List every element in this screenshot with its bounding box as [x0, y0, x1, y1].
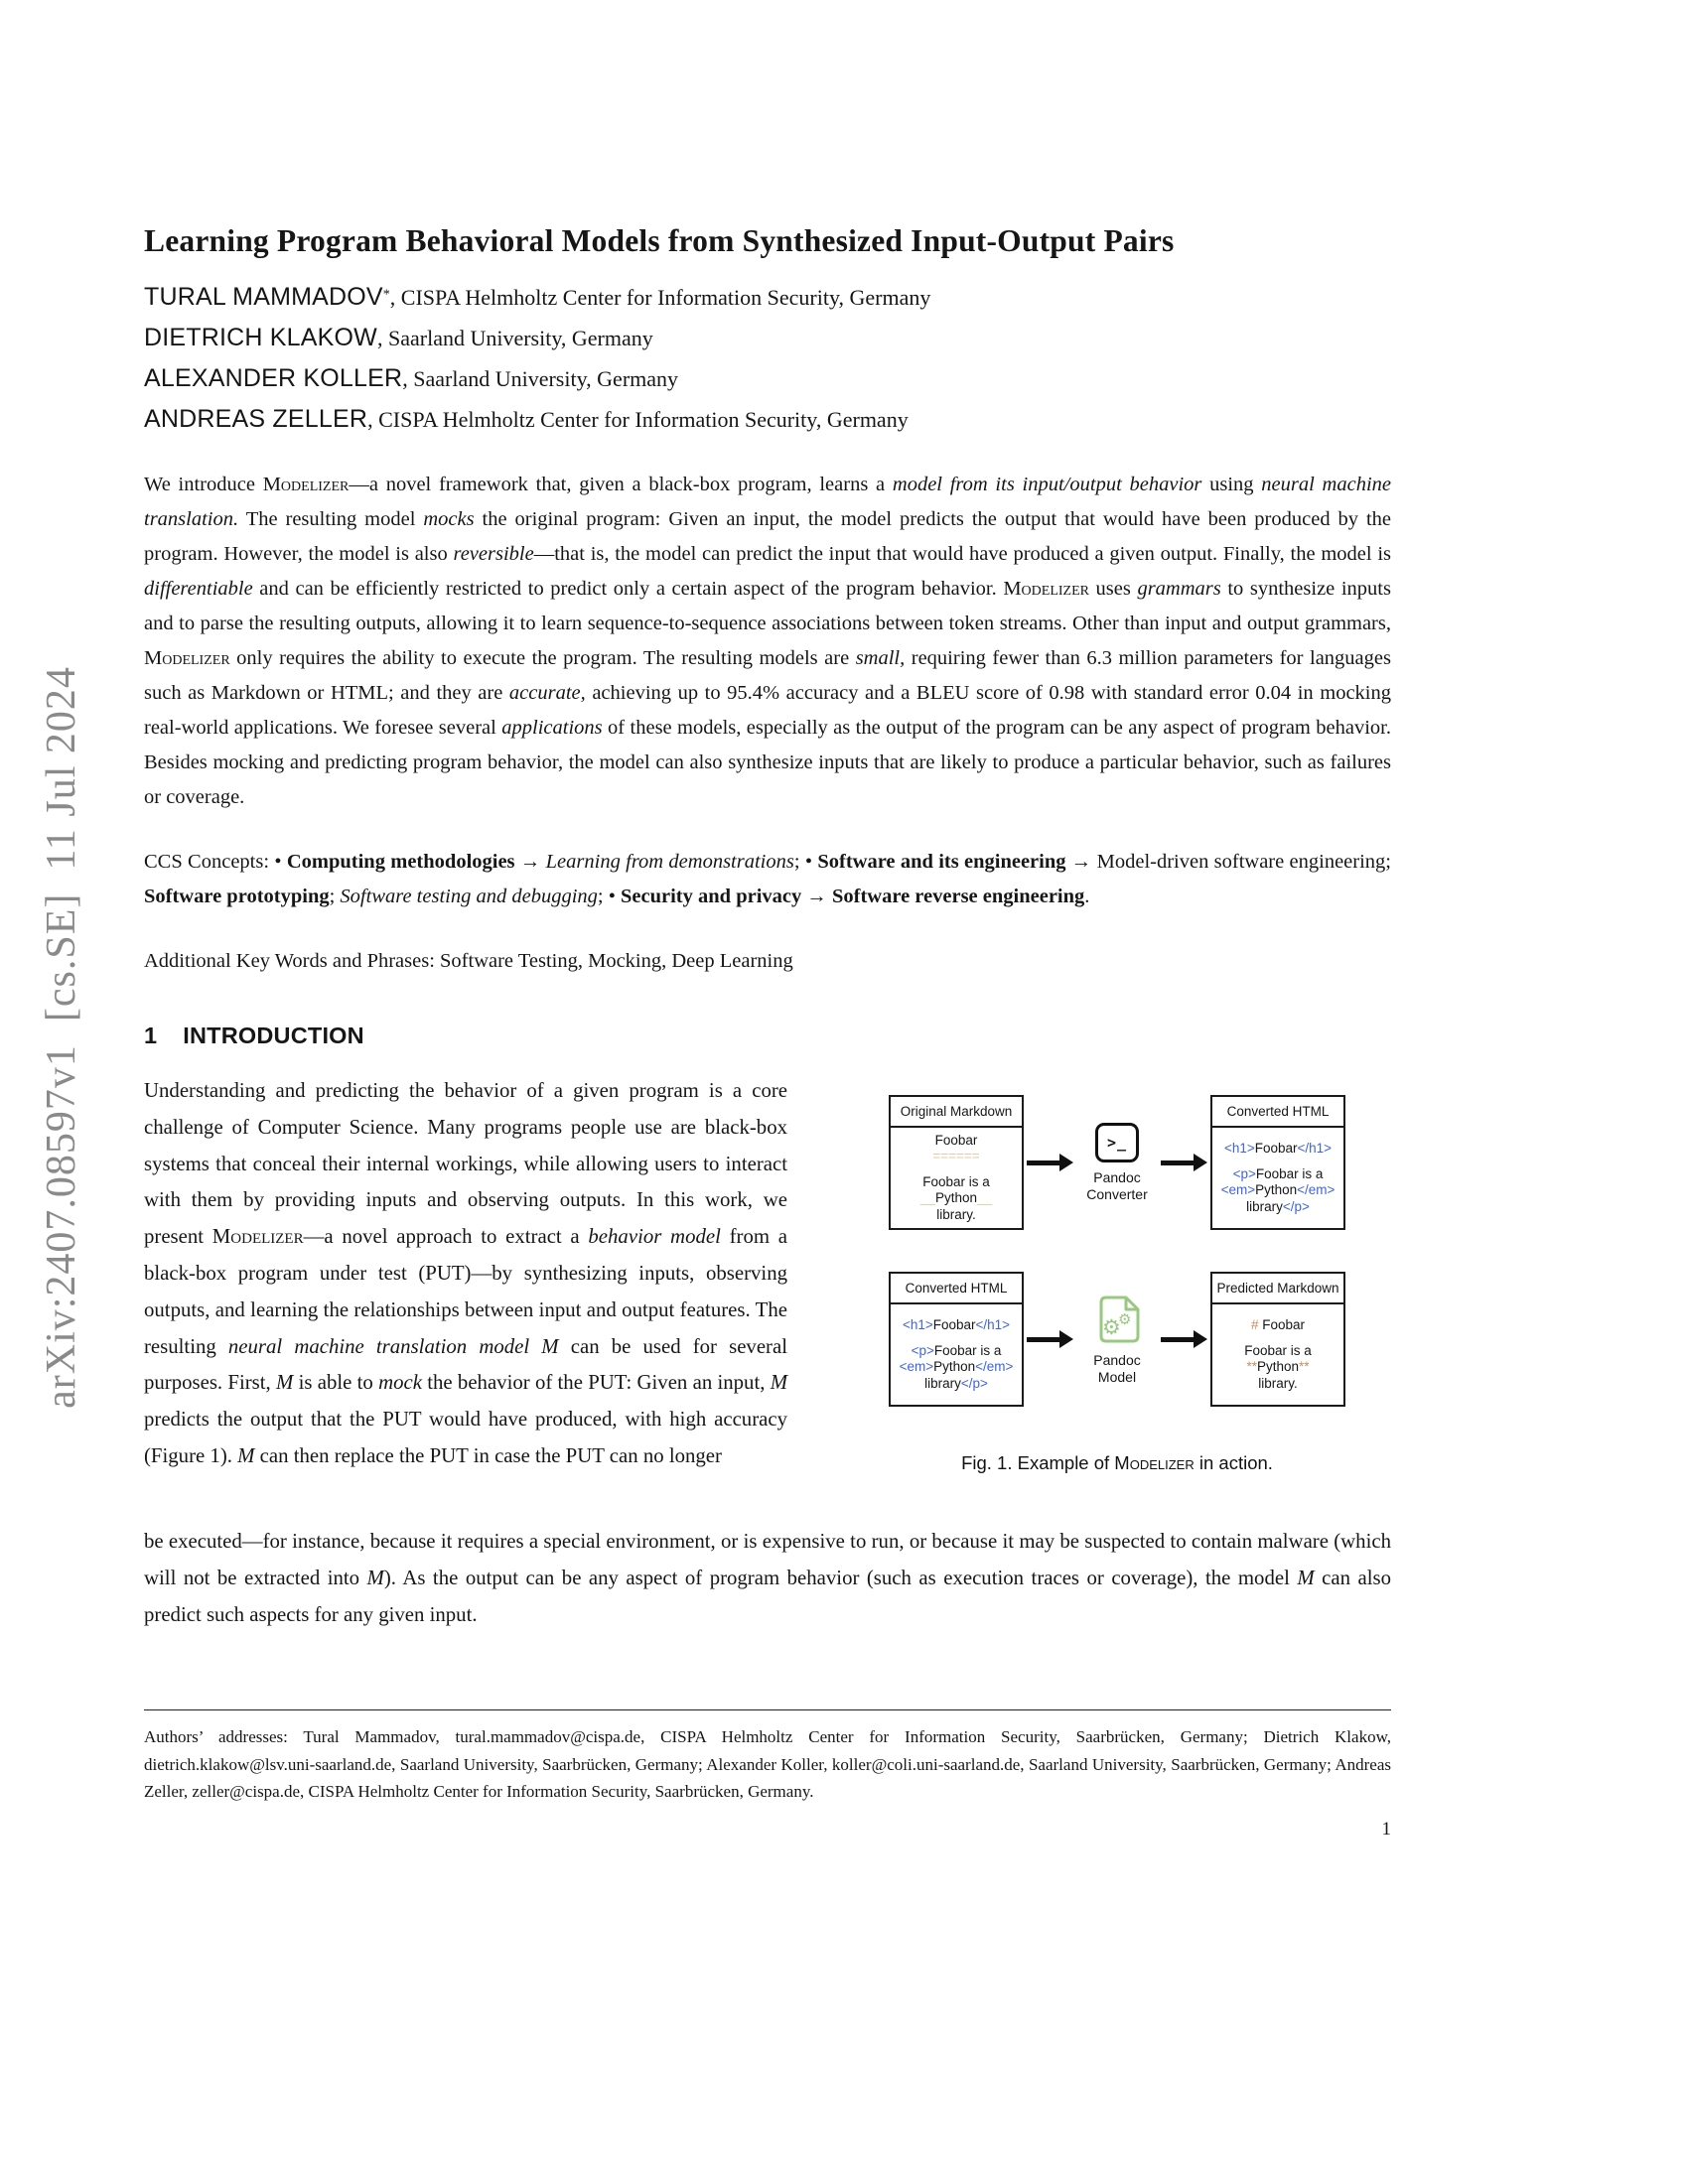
tool-label-line: Model — [1097, 1368, 1137, 1385]
author-affiliation: , Saarland University, Germany — [402, 366, 679, 391]
fig-box-title: Original Markdown — [891, 1097, 1022, 1128]
arrow-right-icon — [1027, 1337, 1060, 1342]
figure-row-model — [889, 1272, 1345, 1407]
intro-two-column-area — [144, 1073, 1391, 1518]
author-name: TURAL MAMMADOV — [144, 283, 383, 311]
fig-line: library. — [936, 1206, 976, 1222]
author-affiliation: , CISPA Helmholtz Center for Information Security, Germany — [389, 285, 931, 310]
fig-line-gap — [892, 1165, 1021, 1174]
fig-line: <em>Python</em> — [1220, 1182, 1336, 1197]
author-affiliation: , Saarland University, Germany — [376, 326, 653, 350]
tool-label-line: Pandoc — [1093, 1168, 1141, 1185]
arrow-right-icon — [1161, 1160, 1195, 1165]
arrow-right-icon — [1027, 1160, 1060, 1165]
fig-line: <h1>Foobar</h1> — [902, 1317, 1011, 1332]
fig-box-body — [1212, 1128, 1343, 1228]
fig-box-converted-html — [889, 1272, 1024, 1407]
tool-label — [1093, 1352, 1140, 1386]
author-name: DIETRICH KLAKOW — [144, 324, 377, 351]
model-document-gears-icon — [1092, 1294, 1142, 1345]
keywords-line: Additional Key Words and Phrases: Software Testing, Mocking, Deep Learning — [144, 950, 793, 972]
content-column — [144, 0, 1391, 1633]
fig-line: # Foobar — [1250, 1317, 1306, 1332]
terminal-icon — [1095, 1123, 1139, 1162]
figure-row-converter — [889, 1095, 1345, 1230]
tool-label — [1086, 1169, 1147, 1203]
fig-line: <p>Foobar is a — [911, 1342, 1002, 1358]
tool-label-line: Pandoc — [1093, 1351, 1141, 1368]
intro-paragraph-full-width: be executed—for instance, because it requires a special environment, or is expensive to run, or because it may be suspected to contain malware (which will not be extracted into M). As the output can be any aspect of program behavior (such as execution traces or coverage), the model M can also predict such aspects for any given input. — [144, 1530, 1392, 1626]
figure-1-diagram — [889, 1095, 1345, 1407]
author-affiliation: , CISPA Helmholtz Center for Information Security, Germany — [367, 407, 909, 432]
figure-1-caption: Fig. 1. Example of Modelizer in action. — [961, 1452, 1273, 1473]
pandoc-converter-node — [1076, 1123, 1158, 1203]
fig-line-gap — [1213, 1158, 1342, 1166]
author-name: ANDREAS ZELLER — [144, 405, 368, 433]
paper-title: Learning Program Behavioral Models from Synthesized Input-Output Pairs — [144, 223, 1175, 258]
fig-line-gap — [892, 1334, 1021, 1343]
fig-line: Foobar is a — [1244, 1342, 1312, 1358]
fig-box-converted-html — [1210, 1095, 1345, 1230]
fig-box-title: Converted HTML — [891, 1274, 1022, 1304]
author-line — [144, 324, 1391, 352]
fig-line: library</p> — [924, 1375, 988, 1391]
author-line — [144, 283, 1391, 312]
section-number: 1 — [144, 1023, 158, 1048]
authors-addresses-footnote: Authors’ addresses: Tural Mammadov, tural.mammadov@cispa.de, CISPA Helmholtz Center for Information Security, Saarbrücken, Germany; Dietrich Klakow, dietrich.klakow@lsv.uni-saarland.de, Saarland University, Saarbrücken, Germany; Alexander Koller, koller@coli.uni-saarland.de, Saarland University, Saarbrücken, Germany; Andreas Zeller, zeller@cispa.de, CISPA Helmholtz Center for Information Security, Saarbrücken, Germany. — [144, 1709, 1391, 1806]
fig-box-original-markdown — [889, 1095, 1024, 1230]
gear-icon: ⚙ — [1102, 1314, 1121, 1339]
pandoc-model-node — [1076, 1294, 1158, 1386]
arrow-right-icon — [1161, 1337, 1195, 1342]
intro-paragraph-left-column: Understanding and predicting the behavior of a given program is a core challenge of Computer Science. Many programs people use are black-box systems that conceal their internal workings, while allowing users to interact with them by providing inputs and observing outputs. In this work, we present Modelizer—a novel approach to extract a behavior model from a black-box program under test (PUT)—by synthesizing inputs, observing outputs, and learning the relationships between input and output features. The resulting neural machine translation model M can be used for several purposes. First, M is able to mock the behavior of the PUT: Given an input, M predicts the output that the PUT would have produced, with high accuracy (Figure 1). M can then replace the PUT in case the PUT can no longer — [144, 1079, 788, 1467]
fig-line: library</p> — [1246, 1198, 1310, 1214]
fig-box-title: Predicted Markdown — [1212, 1274, 1343, 1304]
figure-1 — [843, 1073, 1391, 1518]
ccs-concepts: CCS Concepts: • Computing methodologies → Learning from demonstrations; • Software and its engineering → Model-driven software engineering; Software prototyping; Software testing and debugging; • Security and privacy → Software reverse engineering. — [144, 851, 1391, 907]
fig-box-body — [1212, 1304, 1343, 1405]
abstract-paragraph: We introduce Modelizer—a novel framework that, given a black-box program, learns a model from its input/output behavior using neural machine translation. The resulting model mocks the original program: Given an input, the model predicts the output that would have been produced by the program. However, the model is also reversible—that is, the model can predict the input that would have produced a given output. Finally, the model is differentiable and can be efficiently restricted to predict only a certain aspect of the program behavior. Modelizer uses grammars to synthesize inputs and to parse the resulting outputs, allowing it to learn sequence-to-sequence associations between token streams. Other than input and output grammars, Modelizer only requires the ability to execute the program. The resulting models are small, requiring fewer than 6.3 million parameters for languages such as Markdown or HTML; and they are accurate, achieving up to 95.4% accuracy and a BLEU score of 0.98 with standard error 0.04 in mocking real-world applications. We foresee several applications of these models, especially as the output of the program can be any aspect of program behavior. Besides mocking and predicting program behavior, the model can also synthesize inputs that are likely to produce a particular behavior, such as failures or coverage. — [144, 474, 1392, 808]
page-number: 1 — [1381, 1819, 1391, 1840]
section-title: INTRODUCTION — [183, 1023, 364, 1048]
author-line — [144, 364, 1391, 393]
tool-label-line: Converter — [1086, 1185, 1148, 1202]
author-line — [144, 405, 1391, 434]
fig-line: <h1>Foobar</h1> — [1223, 1141, 1333, 1156]
fig-line: Foobar — [934, 1132, 978, 1148]
arxiv-watermark: arXiv:2407.08597v1 [cs.SE] 11 Jul 2024 — [39, 666, 84, 1409]
fig-box-body — [891, 1304, 1022, 1405]
author-block — [144, 283, 1391, 434]
fig-line: library. — [1258, 1375, 1298, 1391]
fig-box-title: Converted HTML — [1212, 1097, 1343, 1128]
section-heading-introduction — [144, 1023, 1391, 1049]
fig-line: <em>Python</em> — [899, 1359, 1014, 1374]
fig-line: **Python** — [1246, 1359, 1310, 1374]
gear-icon: ⚙ — [1118, 1309, 1132, 1328]
fig-line: <p>Foobar is a — [1232, 1165, 1324, 1181]
author-mark: * — [382, 287, 390, 303]
author-name: ALEXANDER KOLLER — [144, 364, 403, 392]
fig-line: ====== — [932, 1149, 980, 1164]
terminal-glyph: >_ — [1106, 1133, 1128, 1152]
fig-line: __Python__ — [919, 1190, 993, 1206]
fig-box-predicted-markdown — [1210, 1272, 1345, 1407]
fig-line-gap — [1213, 1334, 1342, 1343]
fig-box-body — [891, 1128, 1022, 1228]
fig-line: Foobar is a — [922, 1173, 990, 1189]
